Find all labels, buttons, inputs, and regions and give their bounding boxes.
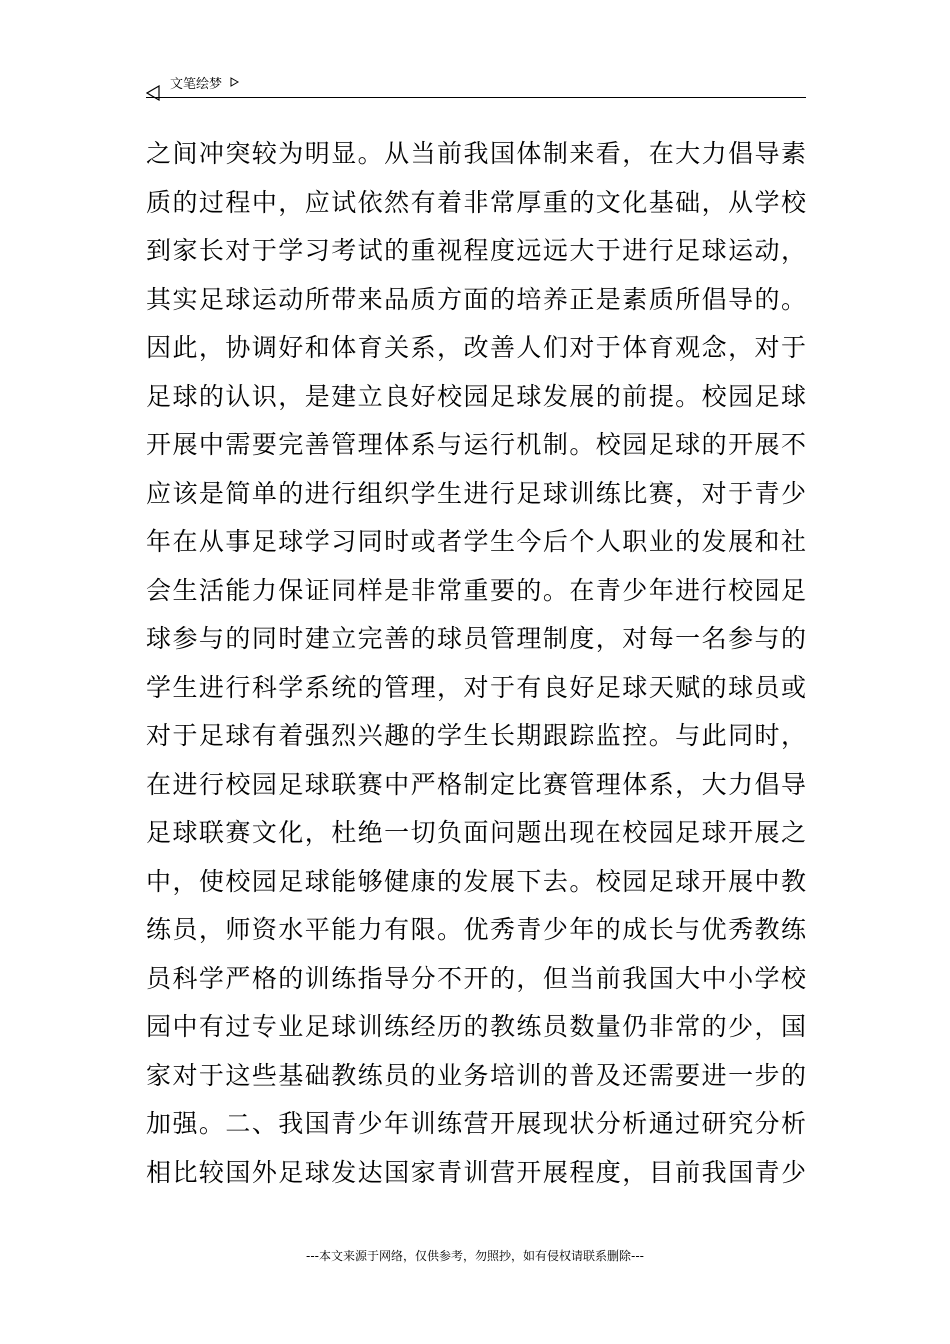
body-line: 足球的认识，是建立良好校园足球发展的前提。校园足球 <box>146 381 806 411</box>
body-line: 家对于这些基础教练员的业务培训的普及还需要进一步的 <box>146 1060 806 1090</box>
header-divider <box>146 97 806 98</box>
body-line: 因此，协调好和体育关系，改善人们对于体育观念，对于 <box>146 333 806 362</box>
body-line: 加强。二、我国青少年训练营开展现状分析通过研究分析 <box>146 1109 806 1138</box>
body-line: 之间冲突较为明显。从当前我国体制来看，在大力倡导素 <box>146 139 806 168</box>
body-line: 练员，师资水平能力有限。优秀青少年的成长与优秀教练 <box>146 915 806 944</box>
body-line: 对于足球有着强烈兴趣的学生长期跟踪监控。与此同时， <box>146 721 806 750</box>
page-footer: ---本文来源于网络，仅供参考，勿照抄，如有侵权请联系删除--- <box>306 1249 644 1263</box>
right-triangle-icon <box>230 77 239 87</box>
body-line: 中，使校园足球能够健康的发展下去。校园足球开展中教 <box>146 866 806 896</box>
body-line: 学生进行科学系统的管理，对于有良好足球天赋的球员或 <box>146 672 806 702</box>
body-line: 到家长对于学习考试的重视程度远远大于进行足球运动， <box>146 236 806 265</box>
body-line: 会生活能力保证同样是非常重要的。在青少年进行校园足 <box>146 575 806 605</box>
body-line: 开展中需要完善管理体系与运行机制。校园足球的开展不 <box>146 430 806 459</box>
page-header <box>146 72 806 98</box>
body-text <box>146 130 806 1197</box>
body-line: 在进行校园足球联赛中严格制定比赛管理体系，大力倡导 <box>146 769 806 799</box>
body-line: 相比较国外足球发达国家青训营开展程度，目前我国青少 <box>146 1157 806 1187</box>
header-title: 文笔绘梦 <box>170 77 223 92</box>
body-line: 球参与的同时建立完善的球员管理制度，对每一名参与的 <box>146 624 806 653</box>
body-line: 质的过程中，应试依然有着非常厚重的文化基础，从学校 <box>146 187 806 217</box>
body-line: 应该是简单的进行组织学生进行足球训练比赛，对于青少 <box>146 478 806 508</box>
body-line: 其实足球运动所带来品质方面的培养正是素质所倡导的。 <box>146 284 806 314</box>
body-line: 年在从事足球学习同时或者学生今后个人职业的发展和社 <box>146 527 806 556</box>
body-line: 园中有过专业足球训练经历的教练员数量仍非常的少，国 <box>146 1012 806 1041</box>
body-line: 员科学严格的训练指导分不开的，但当前我国大中小学校 <box>146 963 806 993</box>
body-line: 足球联赛文化，杜绝一切负面问题出现在校园足球开展之 <box>146 818 806 847</box>
